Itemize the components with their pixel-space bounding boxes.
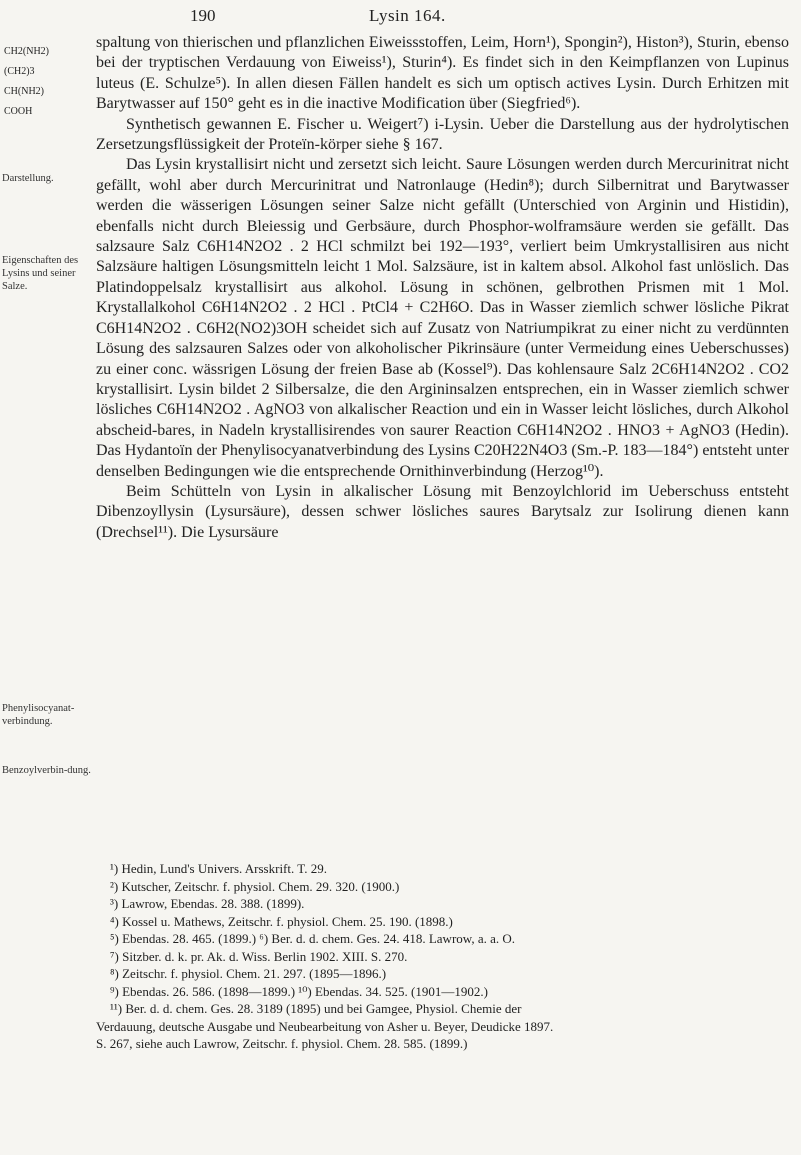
footnote: ²) Kutscher, Zeitschr. f. physiol. Chem. 29. 320. (1900.)	[110, 878, 400, 894]
footnote: ¹) Hedin, Lund's Univers. Arsskrift. T. 29.	[110, 861, 327, 876]
footnotes	[96, 860, 789, 1053]
footnote: ⁴) Kossel u. Mathews, Zeitschr. f. physiol. Chem. 25. 190. (1898.)	[110, 913, 453, 929]
footnote: ⁸) Zeitschr. f. physiol. Chem. 21. 297. (1895—1896.)	[110, 966, 387, 981]
margin-note-eigenschaften: Eigenschaften des Lysins und seiner Salze.	[2, 255, 79, 292]
footnote: ⁵) Ebendas. 28. 465. (1899.) ⁶) Ber. d. d. chem. Ges. 24. 418. Lawrow, a. a. O.	[110, 931, 515, 946]
footnote-continuation: Verdauung, deutsche Ausgabe und Neubearbeitung von Asher u. Beyer, Deudicke 1897.	[96, 1018, 554, 1034]
footnote: ⁷) Sitzber. d. k. pr. Ak. d. Wiss. Berlin 1902. XIII. S. 270.	[110, 948, 408, 964]
formula-line: CH(NH2)	[4, 86, 44, 97]
body-text	[96, 33, 789, 543]
page-number: 190	[190, 6, 216, 25]
paragraph: Beim Schütteln von Lysin in alkalischer Lösung mit Benzoylchlorid im Ueberschuss entsteht Dibenzoyllysin (Lysursäure), dessen schwer lösliches saures Barytsalz zur Isolirung dienen kann (Drechsel¹¹). Die Lysursäure	[96, 482, 789, 541]
formula-line: CH2(NH2)	[4, 46, 49, 57]
margin-note-benzoyl: Benzoylverbin-dung.	[2, 765, 91, 776]
footnote: ⁹) Ebendas. 26. 586. (1898—1899.) ¹⁰) Ebendas. 34. 525. (1901—1902.)	[110, 983, 488, 999]
paragraph: spaltung von thierischen und pflanzlichen Eiweissstoffen, Leim, Horn¹), Spongin²), Histon³), Sturin, ebenso bei der tryptischen Verdauung von Eiweiss¹), Sturin⁴). Es findet sich in den Keimpflanzen von Lupinus luteus (E. Schulze⁵). In allen diesen Fällen handelt es sich um optisch actives Lysin. Durch Erhitzen mit Barytwasser auf 150° geht es in die inactive Modification über (Siegfried⁶).	[96, 34, 789, 113]
page-header	[0, 6, 801, 30]
formula-line: COOH	[4, 106, 33, 117]
margin-note-phenylisocyanat: Phenylisocyanat-verbindung.	[2, 703, 75, 727]
margin-note-darstellung: Darstellung.	[2, 173, 54, 184]
paragraph: Das Lysin krystallisirt nicht und zersetzt sich leicht. Saure Lösungen werden durch Mercurinitrat nicht gefällt, wohl aber durch Mercurinitrat und Natronlauge (Hedin⁸); durch Silbernitrat und Barytwasser werden die wässerigen Lösungen seiner Salze nicht gefällt (Unterschied von Arginin und Histidin), ebenfalls nicht durch Bleiessig und Gerbsäure, durch Phosphor-wolframsäure werden sie gefällt. Das salzsaure Salz C6H14N2O2 . 2 HCl schmilzt bei 192—193°, verliert beim Umkrystallisiren aus nicht Salzsäure haltigen Lösungsmitteln leicht 1 Mol. Salzsäure, ist in kaltem absol. Alkohol fast unlöslich. Das Platindoppelsalz krystallisirt aus alkohol. Lösung in schönen, gelbrothen Prismen mit 1 Mol. Krystallalkohol C6H14N2O2 . 2 HCl . PtCl4 + C2H6O. Das in Wasser ziemlich schwer lösliche Pikrat C6H14N2O2 . C6H2(NO2)3OH scheidet sich auf Zusatz von Natriumpikrat zu einer nicht zu verdünnten Lösung des salzsauren Salzes oder von alkoholischer Pikrinsäure (unter Vermeidung eines Ueberschusses) zu einer conc. wässrigen Lösung der freien Base ab (Kossel⁹). Das kohlensaure Salz 2C6H14N2O2 . CO2 krystallisirt. Lysin bildet 2 Silbersalze, die den Argininsalzen entsprechen, ein in Wasser ziemlich schwer lösliches C6H14N2O2 . AgNO3 von alkalischer Reaction und ein in Wasser leicht lösliches, durch Alkohol abscheid-bares, in Nadeln krystallisirendes von saurer Reaction C6H14N2O2 . HNO3 + AgNO3 (Hedin). Das Hydantoïn der Phenylisocyanatverbindung des Lysins C20H22N4O3 (Sm.-P. 183—184°) entsteht unter denselben Bedingungen wie die entsprechende Ornithinverbindung (Herzog¹⁰).	[96, 156, 789, 480]
footnote: ³) Lawrow, Ebendas. 28. 388. (1899).	[110, 896, 305, 911]
running-title: Lysin 164.	[369, 6, 446, 25]
footnote-continuation: S. 267, siehe auch Lawrow, Zeitschr. f. physiol. Chem. 28. 585. (1899.)	[96, 1036, 468, 1051]
structural-formula	[4, 42, 74, 122]
paragraph: Synthetisch gewannen E. Fischer u. Weigert⁷) i-Lysin. Ueber die Darstellung aus der hydrolytischen Zersetzungsflüssigkeit der Proteïn-körper siehe § 167.	[96, 115, 789, 154]
formula-line: (CH2)3	[4, 66, 35, 77]
footnote: ¹¹) Ber. d. d. chem. Ges. 28. 3189 (1895) und bei Gamgee, Physiol. Chemie der	[110, 1001, 522, 1016]
